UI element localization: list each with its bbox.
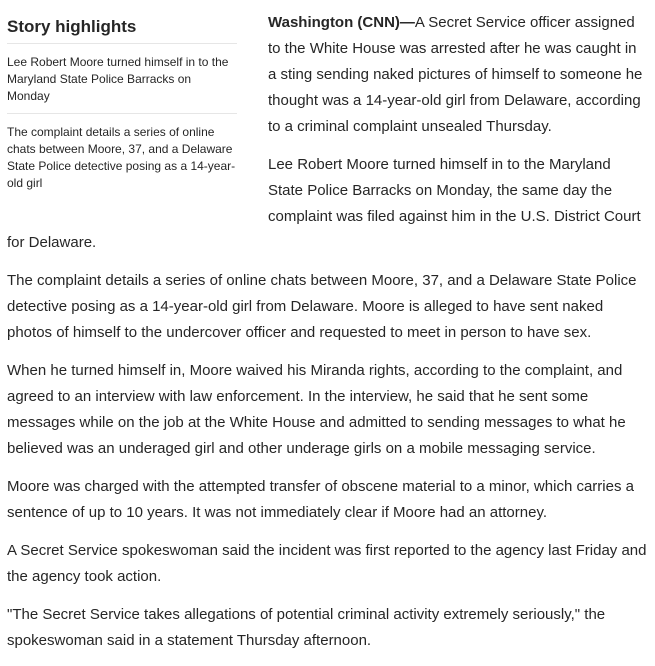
article: [7, 0, 649, 666]
article-paragraph: Moore was charged with the attempted transfer of obscene material to a minor, which carries a sentence of up to 10 years. It was not immediately clear if Moore had an attorney.: [7, 478, 634, 521]
dateline: Washington (CNN): [268, 14, 400, 31]
highlights-title: Story highlights: [7, 17, 237, 44]
dateline-dash: —: [399, 14, 415, 31]
highlight-item: Lee Robert Moore turned himself in to the Maryland State Police Barracks on Monday: [7, 44, 237, 114]
article-paragraph: Lee Robert Moore turned himself in to the Maryland State Police Barracks on Monday, the same day the complaint was filed against him in the U.S. District Court for Delaware.: [7, 156, 641, 251]
article-paragraph: The complaint details a series of online chats between Moore, 37, and a Delaware State Police detective posing as a 14-year-old girl from Delaware. Moore is alleged to have sent naked photos of himself to the undercover officer and requested to meet in person to have sex.: [7, 272, 637, 341]
paragraph-text: A Secret Service officer assigned to the White House was arrested after he was caught in a sting sending naked pictures of himself to someone he thought was a 14-year-old girl from Delaware, according to a criminal complaint unsealed Thursday.: [268, 14, 643, 135]
article-paragraph: A Secret Service spokeswoman said the incident was first reported to the agency last Friday and the agency took action.: [7, 542, 647, 585]
article-paragraph: When he turned himself in, Moore waived his Miranda rights, according to the complaint, and agreed to an interview with law enforcement. In the interview, he said that he sent some messages while on the job at the White House and admitted to sending messages to what he believed was an underaged girl and other underage girls on a mobile messaging service.: [7, 362, 626, 457]
story-highlights: [7, 0, 237, 200]
highlight-item: The complaint details a series of online chats between Moore, 37, and a Delaware State Police detective posing as a 14-year-old girl: [7, 125, 236, 190]
article-paragraph: "The Secret Service takes allegations of potential criminal activity extremely seriously," the spokeswoman said in a statement Thursday afternoon.: [7, 606, 606, 649]
